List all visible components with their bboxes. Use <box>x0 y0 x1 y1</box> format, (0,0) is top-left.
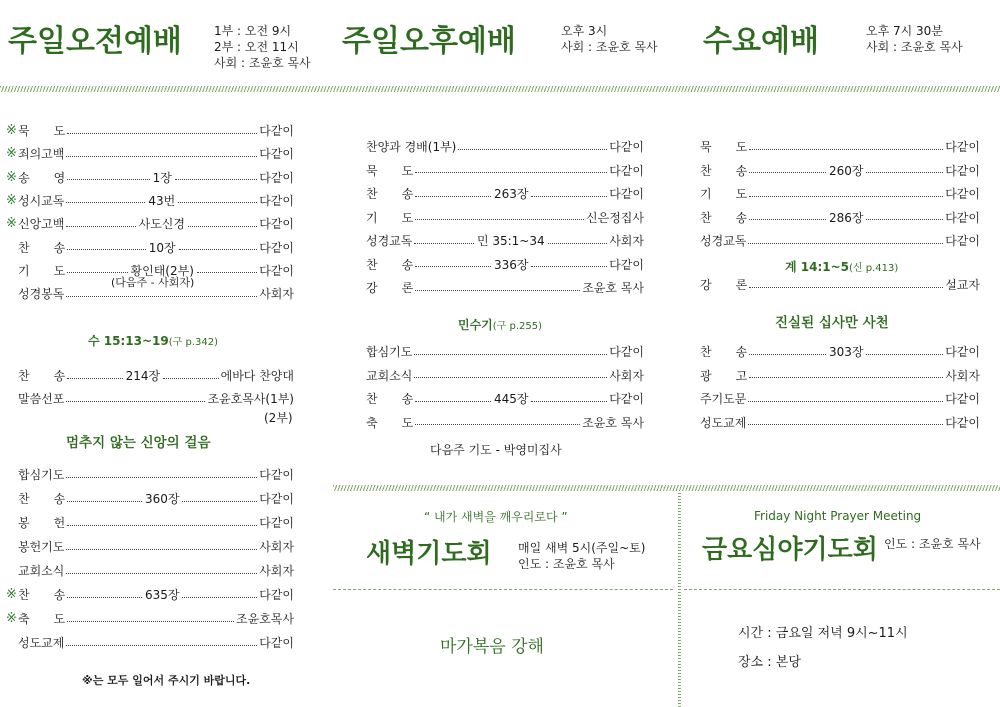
standing-mark: ※ <box>6 169 17 185</box>
lower-vertical-divider <box>678 492 681 707</box>
afternoon-row <box>366 256 644 274</box>
leader-dots <box>866 354 943 355</box>
order-item-leader: 다같이 <box>259 147 294 162</box>
wednesday2-row <box>700 390 980 408</box>
leader-dots <box>197 272 257 273</box>
order-item-label: 합심기도 <box>366 345 413 359</box>
morning3-row <box>6 490 294 508</box>
order-item-detail: 263장 <box>493 187 529 201</box>
leader-dots <box>67 179 149 180</box>
wednesday2-row <box>700 414 980 432</box>
morning3-row <box>6 562 294 580</box>
standing-mark: ※ <box>6 146 17 162</box>
order-item-leader: 다같이 <box>259 240 294 255</box>
leader-dots <box>748 243 943 244</box>
morning-info-3: 사회 : 조윤호 목사 <box>214 56 311 70</box>
morning3-row <box>6 586 294 604</box>
leader-dots <box>66 549 257 550</box>
morning3-row <box>6 514 294 532</box>
afternoon2-row <box>366 414 644 432</box>
wednesday-row <box>700 209 980 227</box>
order-item-detail: 민 35:1~34 <box>476 234 545 248</box>
order-item-label: 봉헌기도 <box>18 540 65 554</box>
morning-service-info <box>214 23 311 71</box>
order-item-label: 광 고 <box>700 368 748 383</box>
order-item-leader: 설교자 <box>945 278 980 292</box>
leader-dots <box>66 401 205 402</box>
order-item-label: 축 도 <box>366 415 414 430</box>
leader-dots <box>67 272 127 273</box>
friday-divider <box>684 589 1000 590</box>
wednesday2-row <box>700 343 980 361</box>
wednesday-service-title: 수요예배 <box>703 24 819 59</box>
leader-dots <box>67 378 122 379</box>
order-item-leader: 사회자 <box>259 564 294 578</box>
order-item-leader: 다같이 <box>609 187 644 201</box>
header-divider <box>0 86 1000 92</box>
leader-dots <box>67 597 142 598</box>
order-item-label: 묵 도 <box>700 140 748 154</box>
friday-subtitle: Friday Night Prayer Meeting <box>754 509 922 523</box>
leader-dots <box>188 226 257 227</box>
wednesday-row <box>700 138 980 156</box>
leader-dots <box>66 477 257 478</box>
wednesday2-row <box>700 367 980 385</box>
order-item-detail: 286장 <box>828 210 864 225</box>
order-item-label: 찬 송 <box>366 392 414 406</box>
afternoon-info-1: 오후 3시 <box>561 24 608 38</box>
leader-dots <box>414 354 607 355</box>
leader-dots <box>749 196 943 197</box>
order-item-detail: 10장 <box>148 240 176 255</box>
leader-dots <box>748 424 943 425</box>
morning3-row <box>6 610 294 628</box>
morning2-row <box>18 367 294 385</box>
morning3-row <box>6 538 294 556</box>
leader-dots <box>415 290 580 291</box>
leader-dots <box>415 196 491 197</box>
standing-mark: ※ <box>6 611 17 626</box>
order-item-leader: 다같이 <box>259 263 294 278</box>
dawn-prayer-title: 새벽기도회 <box>366 539 492 569</box>
afternoon-scripture <box>458 316 542 333</box>
leader-dots <box>415 401 491 402</box>
leader-dots <box>67 525 257 526</box>
order-item-label: 기 도 <box>18 263 66 278</box>
afternoon2-row <box>366 390 644 408</box>
morning-row <box>6 215 294 233</box>
morning3-row <box>6 634 294 652</box>
leader-dots <box>66 202 145 203</box>
leader-dots <box>67 621 234 622</box>
leader-dots <box>67 501 142 502</box>
afternoon-service-info <box>561 23 658 55</box>
order-item-leader: 다같이 <box>945 345 980 359</box>
afternoon2-row <box>366 367 644 385</box>
order-item-leader: 에바다 찬양대 <box>220 369 294 383</box>
morning-scripture <box>88 332 218 349</box>
order-item-label: 봉 헌 <box>18 516 66 530</box>
leader-dots <box>67 249 146 250</box>
afternoon-row <box>366 162 644 180</box>
leader-dots <box>748 401 943 402</box>
order-item-label: 죄의고백 <box>18 147 65 162</box>
order-item-label: 찬 송 <box>18 588 66 602</box>
order-item-label: 강 론 <box>700 278 748 292</box>
order-item-leader: 다같이 <box>259 588 294 602</box>
order-item-leader: 조윤호 목사 <box>582 415 644 430</box>
wednesday-row <box>700 162 980 180</box>
leader-dots <box>182 597 257 598</box>
order-item-detail: 1장 <box>152 170 172 185</box>
morning-row <box>6 145 294 163</box>
leader-dots <box>67 133 257 134</box>
dawn-info-2: 인도 : 조윤호 목사 <box>518 557 615 571</box>
order-item-leader: 다같이 <box>259 124 294 138</box>
order-item-leader: 사회자 <box>609 368 644 383</box>
order-item-leader: 조윤호목사(1부) <box>207 392 294 406</box>
order-item-detail: 황인태(2부) <box>130 263 194 278</box>
morning-row <box>6 239 294 257</box>
leader-dots <box>531 266 607 267</box>
dawn-prayer-info <box>518 540 645 572</box>
morning-sermon-title: 멈추지 않는 신앙의 걸음 <box>66 435 211 451</box>
order-item-label: 찬 송 <box>366 257 414 272</box>
leader-dots <box>179 249 258 250</box>
order-item-leader: 다같이 <box>945 210 980 225</box>
order-item-detail: 635장 <box>144 588 180 602</box>
dawn-info-1: 매일 새벽 5시(주일~토) <box>518 541 646 555</box>
order-item-label: 말씀선포 <box>18 392 65 406</box>
leader-dots <box>749 219 826 220</box>
order-item-label: 교회소식 <box>18 564 65 578</box>
order-item-leader: 다같이 <box>259 217 294 232</box>
order-item-label: 찬 송 <box>700 163 748 178</box>
wednesday-scripture-text: 계 14:1~5 <box>785 260 850 274</box>
leader-dots <box>66 226 135 227</box>
order-item-leader: 다같이 <box>945 163 980 178</box>
order-item-leader: 조윤호목사 <box>236 612 294 626</box>
leader-dots <box>66 573 257 574</box>
order-item-leader: 다같이 <box>609 163 644 178</box>
wednesday-scripture <box>785 258 898 275</box>
order-item-label: 찬 송 <box>18 492 66 506</box>
order-item-label: 묵 도 <box>18 124 66 138</box>
order-item-label: 성경교독 <box>700 234 747 248</box>
afternoon-row <box>366 209 644 227</box>
leader-dots <box>163 378 218 379</box>
leader-dots <box>866 219 943 220</box>
order-item-label: 주기도문 <box>700 392 747 406</box>
order-item-leader: 다같이 <box>259 636 294 650</box>
order-item-leader: 신은정집사 <box>586 210 644 225</box>
leader-dots <box>182 501 257 502</box>
afternoon-next-prayer: 다음주 기도 - 박영미집사 <box>430 443 562 457</box>
dawn-topic: 마가복음 강해 <box>440 637 544 657</box>
leader-dots <box>415 266 491 267</box>
morning-row <box>6 169 294 187</box>
lower-divider <box>333 485 1000 491</box>
leader-dots <box>866 172 943 173</box>
order-item-detail: 43번 <box>148 193 176 208</box>
order-item-leader: 다같이 <box>259 492 294 506</box>
order-item-label: 찬 송 <box>18 369 66 383</box>
morning-scripture-text: 수 15:13~19 <box>88 334 169 348</box>
order-item-leader: 다같이 <box>259 468 294 482</box>
wednesday-sermon-title: 진실된 십사만 사천 <box>775 315 889 331</box>
leader-dots <box>415 219 584 220</box>
standing-mark: ※ <box>6 192 17 208</box>
morning-sermon-2bu: (2부) <box>264 411 293 425</box>
order-item-leader: 다같이 <box>945 140 980 154</box>
afternoon-service-title: 주일오후예배 <box>342 24 516 59</box>
leader-dots <box>749 172 826 173</box>
afternoon-row <box>366 279 644 297</box>
morning3-row <box>6 466 294 484</box>
order-item-leader: 다같이 <box>609 140 644 154</box>
order-item-leader: 다같이 <box>259 516 294 530</box>
order-item-leader: 다같이 <box>945 415 980 430</box>
wednesday-info-1: 오후 7시 30분 <box>866 24 943 38</box>
afternoon2-row <box>366 343 644 361</box>
leader-dots <box>415 172 607 173</box>
order-item-leader: 사회자 <box>609 234 644 248</box>
order-item-label: 신앙고백 <box>18 217 65 232</box>
order-item-leader: 다같이 <box>945 392 980 406</box>
leader-dots <box>175 179 257 180</box>
leader-dots <box>458 149 607 150</box>
leader-dots <box>66 156 257 157</box>
order-item-label: 합심기도 <box>18 468 65 482</box>
order-item-label: 찬 송 <box>700 210 748 225</box>
wednesday-info-2: 사회 : 조윤호 목사 <box>866 40 963 54</box>
order-item-label: 성도교제 <box>18 636 65 650</box>
wednesday-row <box>700 232 980 250</box>
dawn-divider <box>333 589 673 590</box>
order-item-label: 축 도 <box>18 612 66 626</box>
friday-place: 장소 : 본당 <box>738 655 801 670</box>
order-item-label: 찬 송 <box>700 345 748 359</box>
order-item-detail: 360장 <box>144 492 180 506</box>
order-item-leader: 사회자 <box>945 368 980 383</box>
standing-note: ※는 모두 일어서 주시기 바랍니다. <box>82 674 251 687</box>
friday-prayer-title: 금요심야기도회 <box>702 535 878 565</box>
leader-dots <box>415 424 580 425</box>
leader-dots <box>548 243 608 244</box>
order-item-detail: 303장 <box>828 345 864 359</box>
order-item-detail: 214장 <box>125 369 161 383</box>
order-item-label: 송 영 <box>18 170 66 185</box>
order-item-label: 성경봉독 <box>18 287 65 302</box>
order-item-detail: 336장 <box>493 257 529 272</box>
dawn-quote: “ 내가 새벽을 깨우리로다 ” <box>424 510 568 524</box>
order-item-label: 교회소식 <box>366 368 413 383</box>
leader-dots <box>66 296 257 297</box>
leader-dots <box>749 287 943 288</box>
leader-dots <box>531 401 607 402</box>
order-item-label: 성도교제 <box>700 415 747 430</box>
leader-dots <box>531 196 607 197</box>
morning-row <box>6 122 294 140</box>
friday-time: 시간 : 금요일 저녁 9시~11시 <box>738 626 908 641</box>
order-item-label: 기 도 <box>700 187 748 201</box>
leader-dots <box>414 243 474 244</box>
order-item-leader: 다같이 <box>609 392 644 406</box>
order-item-label: 찬 송 <box>18 240 66 255</box>
order-item-leader: 다같이 <box>945 234 980 248</box>
order-item-label: 기 도 <box>366 210 414 225</box>
wednesday-service-info <box>866 23 963 55</box>
order-item-label: 묵 도 <box>366 163 414 178</box>
wednesday-scripture-ref: (신 p.413) <box>849 263 899 274</box>
leader-dots <box>749 354 826 355</box>
order-item-leader: 다같이 <box>609 257 644 272</box>
leader-dots <box>749 377 943 378</box>
order-item-detail: 445장 <box>493 392 529 406</box>
afternoon-scripture-ref: (구 p.255) <box>492 321 543 332</box>
morning2-row <box>18 390 294 408</box>
leader-dots <box>414 377 607 378</box>
standing-mark: ※ <box>6 587 17 602</box>
leader-dots <box>749 149 943 150</box>
afternoon-row <box>366 185 644 203</box>
order-item-leader: 다같이 <box>259 170 295 185</box>
order-item-label: 성경교독 <box>366 234 413 248</box>
morning-row <box>6 192 294 210</box>
morning-prayer-next: (다음주 - 사회자) <box>111 276 195 289</box>
order-item-leader: 다같이 <box>259 193 294 208</box>
morning-scripture-ref: (구 p.342) <box>168 337 218 348</box>
leader-dots <box>66 645 257 646</box>
afternoon-scripture-text: 민수기 <box>458 318 493 332</box>
afternoon-row <box>366 138 644 156</box>
order-item-leader: 사회자 <box>259 540 294 554</box>
order-item-label: 찬 송 <box>366 187 414 201</box>
afternoon-info-2: 사회 : 조윤호 목사 <box>561 40 658 54</box>
order-item-leader: 조윤호 목사 <box>582 281 644 295</box>
afternoon-row <box>366 232 644 250</box>
morning-info-2: 2부 : 오전 11시 <box>214 40 299 54</box>
wednesday-row <box>700 185 980 203</box>
order-item-leader: 다같이 <box>945 187 980 201</box>
order-item-label: 찬양과 경배(1부) <box>366 140 457 154</box>
order-item-leader: 사회자 <box>259 287 294 302</box>
standing-mark: ※ <box>6 123 17 138</box>
leader-dots <box>178 202 257 203</box>
order-item-label: 성시교독 <box>18 193 65 208</box>
order-item-detail: 사도신경 <box>138 217 185 232</box>
order-item-detail: 260장 <box>828 163 864 178</box>
order-item-label: 강 론 <box>366 281 414 295</box>
friday-leader: 인도 : 조윤호 목사 <box>884 537 981 551</box>
order-item-leader: 다같이 <box>609 345 644 359</box>
wednesday-sermon-order-row <box>700 276 980 294</box>
standing-mark: ※ <box>6 216 17 232</box>
morning-info-1: 1부 : 오전 9시 <box>214 24 292 38</box>
morning-service-title: 주일오전예배 <box>8 24 182 59</box>
